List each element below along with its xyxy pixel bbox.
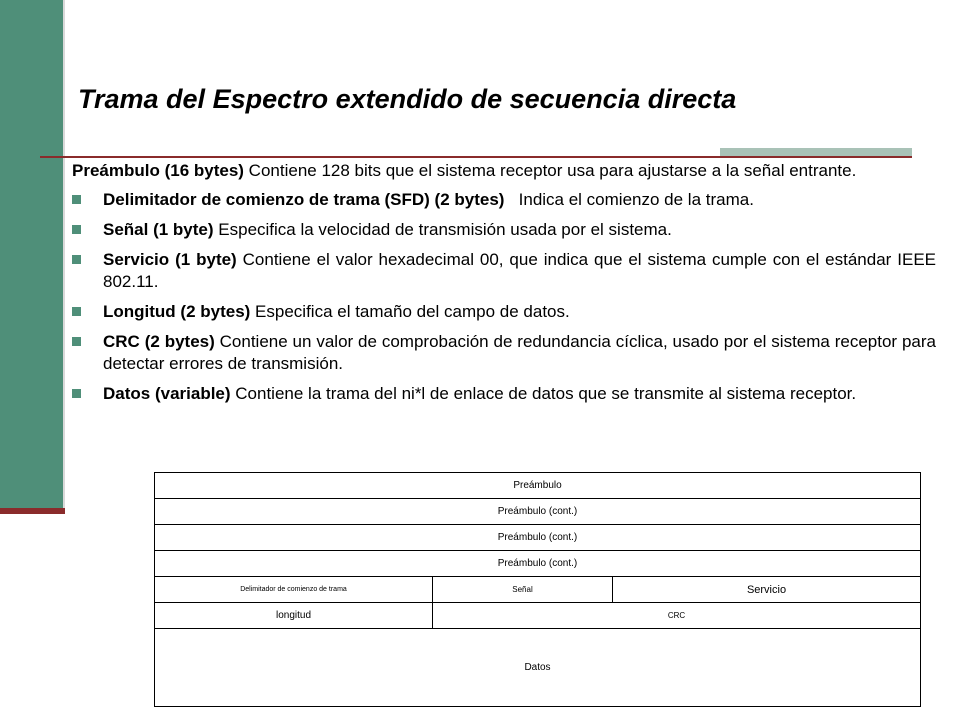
field-list (72, 189, 936, 405)
list-item-text: Contiene la trama del ni*l de enlace de datos que se transmite al sistema receptor. (230, 384, 857, 403)
bullet-square-icon (72, 389, 81, 398)
sidebar-decoration (0, 0, 63, 514)
service-cell: Servicio (613, 577, 921, 603)
sidebar-bottom-accent (0, 508, 65, 514)
intro-paragraph (72, 160, 936, 182)
crc-cell: CRC (433, 603, 921, 629)
list-item-term: CRC (2 bytes) (103, 332, 215, 351)
table-row (155, 629, 921, 707)
list-item-term: Delimitador de comienzo de trama (SFD) (2 bytes) (103, 190, 505, 209)
intro-term: Preámbulo (16 bytes) (72, 161, 244, 180)
list-item-crc (72, 331, 936, 375)
intro-text: Contiene 128 bits que el sistema receptor usa para ajustarse a la señal entrante. (243, 161, 857, 180)
table-row (155, 499, 921, 525)
slide-body (72, 160, 936, 413)
table-row (155, 473, 921, 499)
list-item-sfd (72, 189, 936, 211)
list-item-text: Especifica la velocidad de transmisión usada por el sistema. (213, 220, 672, 239)
list-item-service (72, 249, 936, 293)
preamble-cont-cell: Preámbulo (cont.) (155, 525, 921, 551)
length-cell: longitud (155, 603, 433, 629)
list-item-signal (72, 219, 936, 241)
slide-title: Trama del Espectro extendido de secuencia directa (78, 84, 737, 114)
list-item-term: Longitud (2 bytes) (103, 302, 251, 321)
list-item-term: Señal (1 byte) (103, 220, 214, 239)
preamble-cell: Preámbulo (155, 473, 921, 499)
frame-structure-table (154, 472, 921, 707)
table-row (155, 577, 921, 603)
bullet-square-icon (72, 255, 81, 264)
table-row (155, 525, 921, 551)
list-item-text: Especifica el tamaño del campo de datos. (250, 302, 570, 321)
bullet-square-icon (72, 337, 81, 346)
list-item-text: Indica el comienzo de la trama. (504, 190, 754, 209)
bullet-square-icon (72, 307, 81, 316)
sidebar-edge (63, 0, 65, 514)
signal-cell: Señal (433, 577, 613, 603)
list-item-term: Datos (variable) (103, 384, 231, 403)
list-item-text: Contiene un valor de comprobación de redundancia cíclica, usado por el sistema receptor para detectar errores de transmisión. (103, 332, 936, 373)
table-row (155, 603, 921, 629)
title-rule (40, 156, 912, 158)
preamble-cont-cell: Preámbulo (cont.) (155, 551, 921, 577)
data-cell: Datos (155, 629, 921, 707)
bullet-square-icon (72, 225, 81, 234)
sfd-cell: Delimitador de comienzo de trama (155, 577, 433, 603)
table-row (155, 551, 921, 577)
list-item-term: Servicio (1 byte) (103, 250, 237, 269)
list-item-data (72, 383, 936, 405)
bullet-square-icon (72, 195, 81, 204)
list-item-length (72, 301, 936, 323)
preamble-cont-cell: Preámbulo (cont.) (155, 499, 921, 525)
list-item-text: Contiene el valor hexadecimal 00, que indica que el sistema cumple con el estándar IEEE 802.11. (103, 250, 936, 291)
